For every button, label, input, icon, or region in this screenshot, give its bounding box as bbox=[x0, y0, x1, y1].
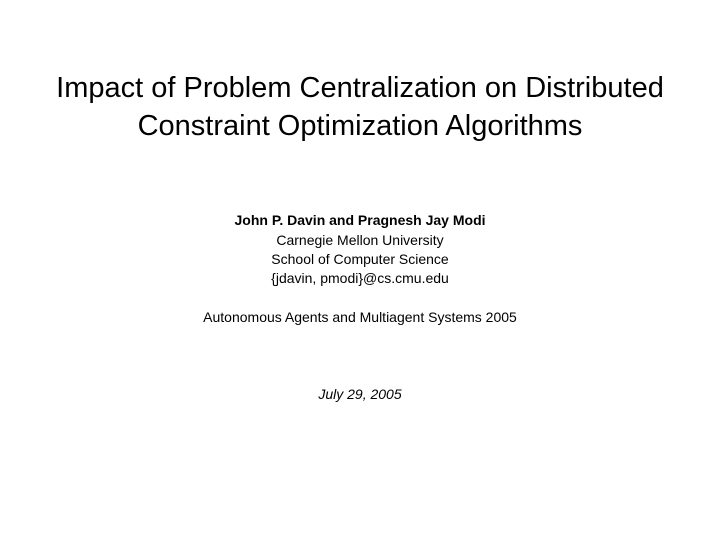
authors: John P. Davin and Pragnesh Jay Modi bbox=[234, 212, 486, 228]
affiliation-school: School of Computer Science bbox=[271, 251, 449, 267]
slide-title-line-1: Impact of Problem Centralization on Distributed bbox=[56, 72, 664, 104]
contact-emails: {jdavin, pmodi}@cs.cmu.edu bbox=[271, 270, 449, 286]
slide-title-line-2: Constraint Optimization Algorithms bbox=[137, 110, 583, 142]
affiliation-university: Carnegie Mellon University bbox=[276, 232, 444, 248]
conference-venue: Autonomous Agents and Multiagent Systems 2005 bbox=[203, 309, 517, 325]
presentation-date: July 29, 2005 bbox=[318, 386, 402, 402]
